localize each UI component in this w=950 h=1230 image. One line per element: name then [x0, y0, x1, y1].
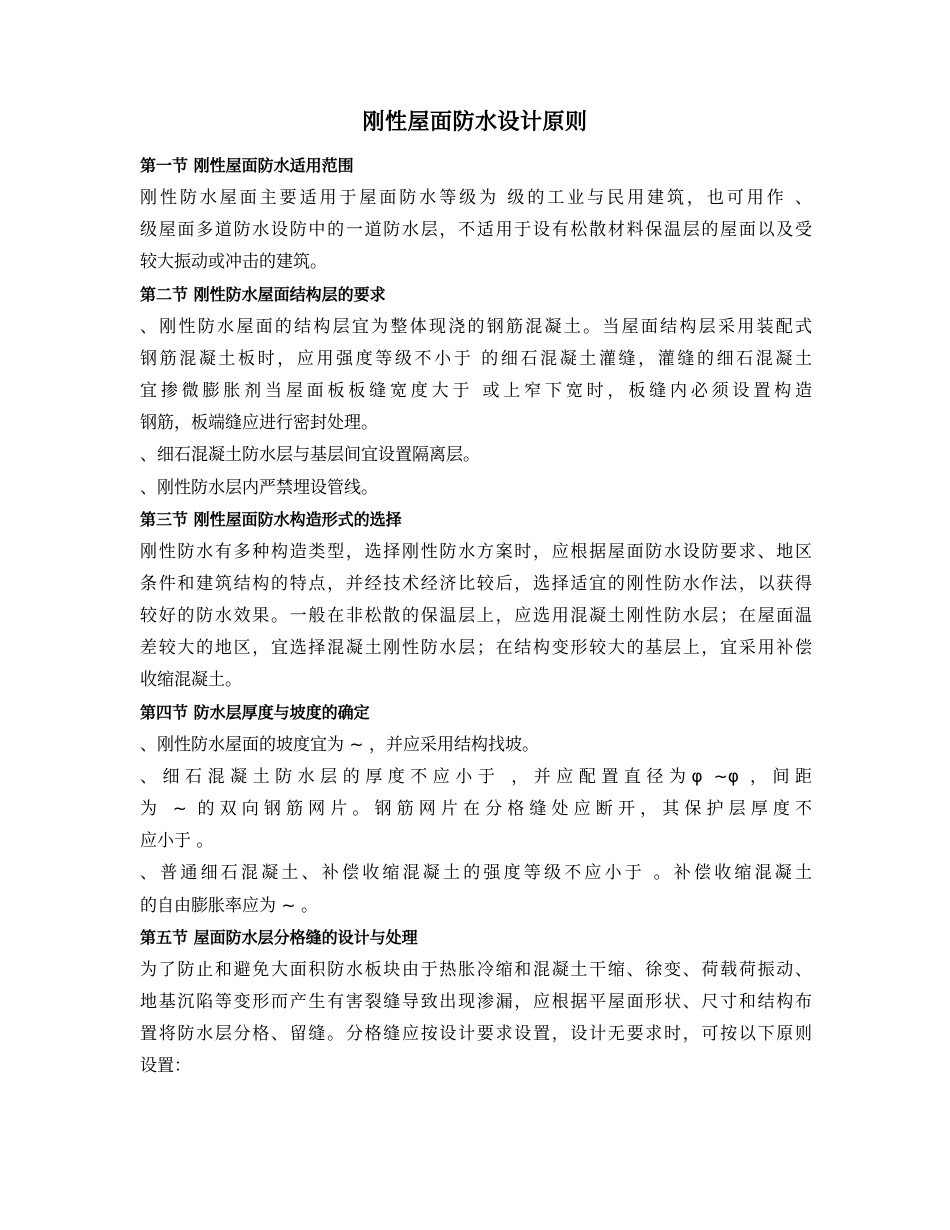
paragraph-line: 刚性防水屋面主要适用于屋面防水等级为 级的工业与民用建筑，也可用作 、 [140, 188, 812, 208]
paragraph-line: 、普通细石混凝土、补偿收缩混凝土的强度等级不应小于 。补偿收缩混凝土 [140, 863, 812, 884]
section-heading: 第三节 刚性屋面防水构造形式的选择 [140, 509, 402, 529]
paragraph-line: 宜掺微膨胀剂当屋面板板缝宽度大于 或上窄下宽时，板缝内必须设置构造 [140, 380, 812, 401]
paragraph-line: 地基沉陷等变形而产生有害裂缝导致出现渗漏，应根据平屋面形状、尺寸和结构布 [140, 991, 812, 1012]
section-2 [140, 279, 812, 504]
paragraph-line: 为了防止和避免大面积防水板块由于热胀冷缩和混凝土干缩、徐变、荷载荷振动、 [140, 959, 812, 980]
section-3 [140, 504, 812, 697]
section-1 [140, 150, 812, 279]
section-heading: 第四节 防水层厚度与坡度的确定 [140, 702, 370, 722]
section-heading: 第一节 刚性屋面防水适用范围 [140, 156, 354, 175]
paragraph-line: 、细石混凝土防水层与基层间宜设置隔离层。 [140, 445, 480, 466]
section-heading: 第五节 屋面防水层分格缝的设计与处理 [140, 927, 418, 947]
document-body [140, 150, 812, 1083]
paragraph-line: 钢筋，板端缝应进行密封处理。 [140, 413, 378, 434]
paragraph-line: 的自由膨胀率应为 ~ 。 [140, 895, 319, 916]
paragraph-line: 设置： [140, 1056, 191, 1077]
paragraph-line: 收缩混凝土。 [140, 670, 242, 691]
document-title: 刚性屋面防水设计原则 [362, 110, 588, 135]
paragraph-line: 较好的防水效果。一般在非松散的保温层上，应选用混凝土刚性防水层；在屋面温 [140, 606, 812, 627]
paragraph-line: 、刚性防水层内严禁埋设管线。 [140, 477, 378, 498]
paragraph-line: 级屋面多道防水设防中的一道防水层，不适用于设有松散材料保温层的屋面以及受 [140, 220, 812, 241]
section-4 [140, 697, 812, 922]
paragraph-line: 为 ~ 的双向钢筋网片。钢筋网片在分格缝处应断开，其保护层厚度不 [140, 799, 812, 819]
paragraph-line: 条件和建筑结构的特点，并经技术经济比较后，选择适宜的刚性防水作法，以获得 [140, 573, 812, 594]
paragraph-line: 钢筋混凝土板时，应用强度等级不小于 的细石混凝土灌缝，灌缝的细石混凝土 [140, 348, 812, 369]
section-heading: 第二节 刚性防水屋面结构层的要求 [140, 284, 386, 304]
paragraph-line: 刚性防水有多种构造类型，选择刚性防水方案时，应根据屋面防水设防要求、地区 [140, 541, 812, 562]
paragraph-line: 、细石混凝土防水层的厚度不应小于 ，并应配置直径为φ ~φ ，间距 [140, 766, 812, 787]
paragraph-line: 较大振动或冲击的建筑。 [140, 252, 327, 273]
paragraph-line: 、刚性防水屋面的结构层宜为整体现浇的钢筋混凝土。当屋面结构层采用装配式 [140, 316, 812, 337]
paragraph-line: 差较大的地区，宜选择混凝土刚性防水层；在结构变形较大的基层上，宜采用补偿 [140, 638, 812, 659]
paragraph-line: 、刚性防水屋面的坡度宜为 ~ ，并应采用结构找坡。 [140, 734, 540, 755]
paragraph-line: 置将防水层分格、留缝。分格缝应按设计要求设置，设计无要求时，可按以下原则 [140, 1024, 812, 1045]
section-5 [140, 922, 812, 1083]
paragraph-line: 应小于 。 [140, 831, 214, 852]
